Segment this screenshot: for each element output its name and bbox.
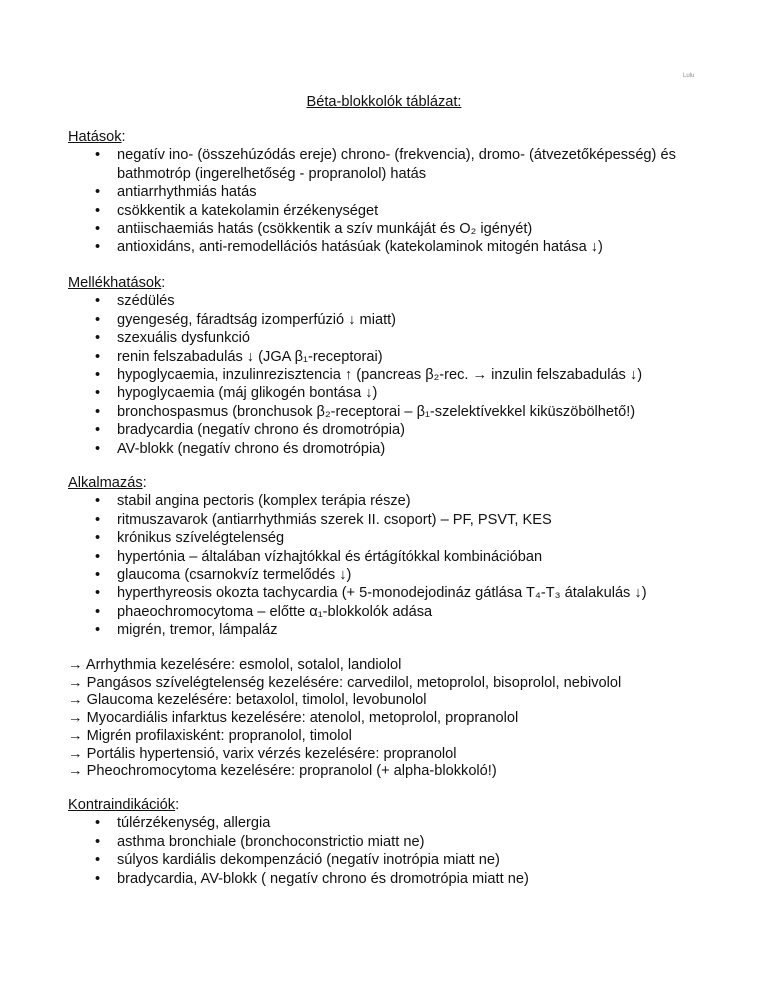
list-item: • negatív ino- (összehúzódás ereje) chrono- (frekvencia), dromo- (átvezetőképesség) és bathmotróp (ingerelhetőség - propranolol) hatás	[68, 146, 748, 183]
list-item: • szexuális dysfunkció	[68, 329, 748, 347]
list	[68, 292, 748, 458]
list	[68, 146, 748, 256]
list-item: • antiischaemiás hatás (csökkentik a szív munkáját és O₂ igényét)	[68, 220, 748, 238]
list	[68, 814, 748, 888]
indication-line: → Myocardiális infarktus kezelésére: atenolol, metoprolol, propranolol	[68, 710, 519, 727]
section-kontraindikaciok: Kontraindikációk: • túlérzékenység, allergia • asthma bronchiale (bronchoconstrictio miatt ne) • súlyos kardiális dekompenzáció (negatív inotrópia miatt ne) • bradycardia, AV-blokk ( negatív chrono és dromotrópia miatt ne)	[68, 796, 748, 888]
list-item: • bradycardia, AV-blokk ( negatív chrono és dromotrópia miatt ne)	[68, 870, 748, 888]
list-item: • hypertónia – általában vízhajtókkal és értágítókkal kombinációban	[68, 548, 748, 566]
section-alkalmazas: Alkalmazás: • stabil angina pectoris (komplex terápia része) • ritmuszavarok (antiarrhythmiás szerek II. csoport) – PF, PSVT, KES • krónikus szívelégtelenség • hypertónia – általában vízhajtókkal és értágítókkal kombinációban • glaucoma (csarnokvíz termelődés ↓) • hyperthyreosis okozta tachycardia (+ 5-monodejodináz gátlása T₄-T₃ átalakulás ↓) • phaeochromocytoma – előtte α₁-blokkolók adása • migrén, tremor, lámpaláz	[68, 474, 748, 640]
indication-line: → Glaucoma kezelésére: betaxolol, timolol, levobunolol	[68, 692, 427, 709]
list-item: • glaucoma (csarnokvíz termelődés ↓)	[68, 566, 748, 584]
section-hatasok: Hatások: • negatív ino- (összehúzódás ereje) chrono- (frekvencia), dromo- (átvezetőképesség) és bathmotróp (ingerelhetőség - propranolol) hatás • antiarrhythmiás hatás • csökkentik a katekolamin érzékenységet • antiischaemiás hatás (csökkentik a szív munkáját és O₂ igényét) • antioxidáns, anti-remodellációs hatásúak (katekolaminok mitogén hatása ↓)	[68, 128, 748, 257]
section-heading: Hatások	[68, 129, 122, 145]
list-item: • túlérzékenység, allergia	[68, 814, 748, 832]
list-item: • szédülés	[68, 292, 748, 310]
section-mellekhatasok: Mellékhatások: • szédülés • gyengeség, fáradtság izomperfúzió ↓ miatt) • szexuális dysfunkció • renin felszabadulás ↓ (JGA β₁-receptorai) • hypoglycaemia, inzulinrezisztencia ↑ (pancreas β₂-rec. → inzulin felszabadulás ↓) • hypoglycaemia (máj glikogén bontása ↓) • bronchospasmus (bronchusok β₂-receptorai – β₁-szelektívekkel kiküszöbölhető!) • bradycardia (negatív chrono és dromotrópia) • AV-blokk (negatív chrono és dromotrópia)	[68, 274, 748, 458]
list-item: • asthma bronchiale (bronchoconstrictio miatt ne)	[68, 833, 748, 851]
indication-line: → Pheochromocytoma kezelésére: propranolol (+ alpha-blokkoló!)	[68, 763, 497, 780]
indication-line: → Arrhythmia kezelésére: esmolol, sotalol, landiolol	[68, 657, 402, 673]
list-item: • migrén, tremor, lámpaláz	[68, 621, 748, 639]
indication-line: → Pangásos szívelégtelenség kezelésére: carvedilol, metoprolol, bisoprolol, nebivolol	[68, 674, 622, 691]
indications-list	[68, 657, 748, 781]
list-item: • phaeochromocytoma – előtte α₁-blokkolók adása	[68, 603, 748, 621]
corner-label: Lulu	[683, 73, 695, 79]
list-item: • hypoglycaemia, inzulinrezisztencia ↑ (pancreas β₂-rec. → inzulin felszabadulás ↓)	[68, 366, 748, 384]
list-item: • krónikus szívelégtelenség	[68, 529, 748, 547]
list-item: • renin felszabadulás ↓ (JGA β₁-receptorai)	[68, 348, 748, 366]
section-heading: Kontraindikációk	[68, 797, 176, 813]
list-item: • AV-blokk (negatív chrono és dromotrópia)	[68, 440, 748, 458]
list-item: • hyperthyreosis okozta tachycardia (+ 5-monodejodináz gátlása T₄-T₃ átalakulás ↓)	[68, 584, 748, 602]
indication-line: → Migrén profilaxisként: propranolol, timolol	[68, 727, 352, 744]
list-item: • antiarrhythmiás hatás	[68, 183, 748, 201]
list-item: • gyengeség, fáradtság izomperfúzió ↓ miatt)	[68, 311, 748, 329]
page-title: Béta-blokkolók táblázat:	[306, 94, 462, 110]
list-item: • hypoglycaemia (máj glikogén bontása ↓)	[68, 384, 748, 402]
list-item: • antioxidáns, anti-remodellációs hatásúak (katekolaminok mitogén hatása ↓)	[68, 238, 748, 256]
list-item: • súlyos kardiális dekompenzáció (negatív inotrópia miatt ne)	[68, 851, 748, 869]
list	[68, 492, 748, 639]
list-item: • csökkentik a katekolamin érzékenységet	[68, 202, 748, 220]
section-heading: Mellékhatások	[68, 275, 162, 291]
section-heading: Alkalmazás	[68, 475, 143, 491]
list-item: • bronchospasmus (bronchusok β₂-receptorai – β₁-szelektívekkel kiküszöbölhető!)	[68, 403, 748, 421]
list-item: • stabil angina pectoris (komplex terápia része)	[68, 492, 748, 510]
indication-line: → Portális hypertensió, varix vérzés kezelésére: propranolol	[68, 745, 457, 762]
list-item: • ritmuszavarok (antiarrhythmiás szerek II. csoport) – PF, PSVT, KES	[68, 511, 748, 529]
list-item: • bradycardia (negatív chrono és dromotrópia)	[68, 421, 748, 439]
